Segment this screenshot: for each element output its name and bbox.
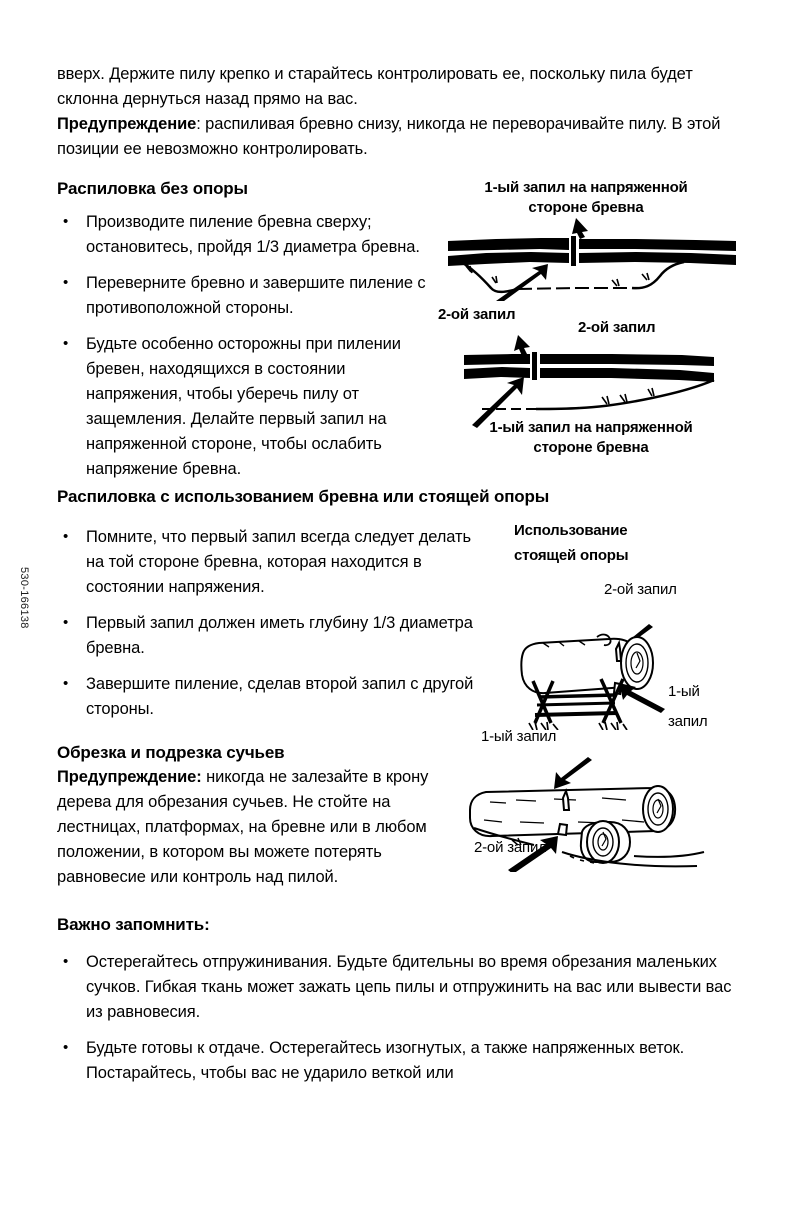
list-item [57,950,747,1025]
fig1-caption-left: 2-ой запил [438,306,516,323]
section-limbing [57,740,457,890]
list-item-text: Будьте особенно осторожны при пилении бревен, находящихся в состоянии напряжения, чтобы уберечь пилу от защемления. Делайте первый запил на напряженной стороне, чтобы ослабить напряжение бревна. [86,335,401,478]
list-item [57,611,477,661]
fig1-log-bridging-diagram [436,216,746,301]
section-unsupported [57,176,432,493]
section-supported-heading: Распиловка с использованием бревна или стоящей опоры [57,487,550,506]
list-item [57,271,432,321]
fig2-caption-bottom-line2: стороне бревна [533,439,649,456]
list-item-text: Будьте готовы к отдаче. Остерегайтесь изогнутых, а также напряженных веток. Постарайтесь, чтобы вас не ударило веткой или [86,1039,685,1082]
section-important-list [57,950,747,1086]
list-item-text: Переверните бревно и завершите пиление с противоположной стороны. [86,274,426,317]
fig3-caption-first-cut-line2: запил [668,713,708,730]
intro-paragraph-text: вверх. Держите пилу крепко и старайтесь контролировать ее, поскольку пила будет склонна дернуться назад прямо на вас. [57,65,693,108]
list-item [57,525,477,600]
list-item-text: Первый запил должен иметь глубину 1/3 диаметра бревна. [86,614,473,657]
warning-label-2: Предупреждение: [57,768,202,786]
fig3-title-line1: Использование [514,522,628,539]
fig4-caption-second-cut: 2-ой запил [474,839,547,856]
list-item [57,210,432,260]
section-limbing-warning [57,765,457,890]
fig2-log-overhang-diagram [452,335,737,430]
section-important [57,912,747,1097]
list-item [57,672,477,722]
section-supported-heading-wrap [57,484,747,509]
margin-part-number: 530-166138 [18,567,30,629]
fig1-caption-top-line2: стороне бревна [528,199,644,216]
fig3-caption-second-cut: 2-ой запил [604,581,677,598]
fig1-caption-top-line1: 1-ый запил на напряженной [484,179,688,196]
section-limbing-heading: Обрезка и подрезка сучьев [57,743,285,762]
list-item [57,332,432,482]
list-item-text: Помните, что первый запил всегда следует делать на той стороне бревна, которая находится в состоянии напряжения. [86,528,471,596]
section-unsupported-heading: Распиловка без опоры [57,179,248,198]
list-item-text: Остерегайтесь отпружинивания. Будьте бдительны во время обрезания маленьких сучков. Гибкая ткань может зажать цепь пилы и отпружинить на вас или вывести вас из равновесия. [86,953,732,1021]
section-unsupported-list [57,210,432,482]
warning-text-2: никогда не залезайте в крону дерева для обрезания сучьев. Не стойте на лестницах, платформах, на бревне или в любом положении, в котором вы можете потерять равновесие или контроль над пилой. [57,768,429,886]
section-supported [57,525,477,733]
fig3-title-line2: стоящей опоры [514,547,629,564]
list-item [57,1036,747,1086]
warning-label-1: Предупреждение [57,115,197,133]
fig3-caption-first-cut-line1: 1-ый [668,683,700,700]
section-important-heading: Важно запомнить: [57,915,210,934]
section-supported-list [57,525,477,722]
warning-text-1: : распиливая бревно снизу, никогда не переворачивайте пилу. В этой позиции ее невозможно контролировать. [57,115,721,158]
fig1-caption-right: 2-ой запил [578,319,656,336]
list-item-text: Производите пиление бревна сверху; остановитесь, пройдя 1/3 диаметра бревна. [86,213,420,256]
fig2-caption-bottom-line1: 1-ый запил на напряженной [489,419,693,436]
warning-paragraph-1 [57,112,747,162]
fig4-caption-first-cut: 1-ый запил [481,728,557,745]
list-item-text: Завершите пиление, сделав второй запил с другой стороны. [86,675,474,718]
intro-paragraph [57,62,747,112]
content-column [57,62,747,162]
